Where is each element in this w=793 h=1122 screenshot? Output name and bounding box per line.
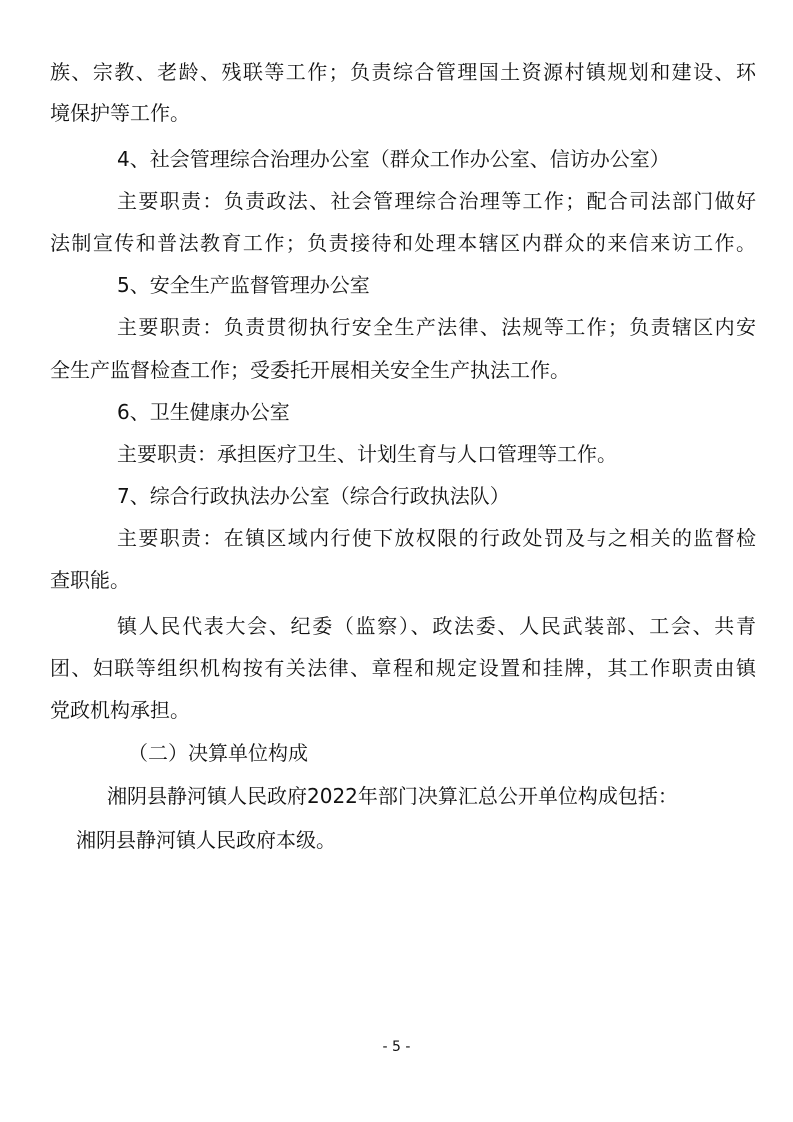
para1-line2: 境保护等工作。 xyxy=(50,101,190,125)
section5-duty-line1: 主要职责：负责贯彻执行安全生产法律、法规等工作；负责辖区内安 xyxy=(117,315,756,339)
section6-heading: 6、卫生健康办公室 xyxy=(117,400,290,424)
section4-heading: 4、社会管理综合治理办公室（群众工作办公室、信访办公室） xyxy=(117,147,670,171)
section4-duty-line2: 法制宣传和普法教育工作；负责接待和处理本辖区内群众的来信来访工作。 xyxy=(50,231,756,255)
section5-heading: 5、安全生产监督管理办公室 xyxy=(117,273,370,297)
orgs-line1: 镇人民代表大会、纪委（监察）、政法委、人民武装部、工会、共青 xyxy=(117,614,756,638)
orgs-line2: 团、妇联等组织机构按有关法律、章程和规定设置和挂牌，其工作职责由镇 xyxy=(50,656,756,680)
section-b-line2: 湘阴县静河镇人民政府本级。 xyxy=(76,828,336,852)
section7-heading: 7、综合行政执法办公室（综合行政执法队） xyxy=(117,484,510,508)
section4-duty-line1: 主要职责：负责政法、社会管理综合治理等工作；配合司法部门做好 xyxy=(117,189,756,213)
page-number: - 5 - xyxy=(382,1039,411,1055)
para1-line1: 族、宗教、老龄、残联等工作；负责综合管理国土资源村镇规划和建设、环 xyxy=(50,60,756,84)
section7-duty-line1: 主要职责：在镇区域内行使下放权限的行政处罚及与之相关的监督检 xyxy=(117,526,756,550)
orgs-line3: 党政机构承担。 xyxy=(50,698,190,722)
section5-duty-line2: 全生产监督检查工作；受委托开展相关安全生产执法工作。 xyxy=(50,358,570,382)
section-b-heading: （二）决算单位构成 xyxy=(128,741,308,765)
section6-duty-line1: 主要职责：承担医疗卫生、计划生育与人口管理等工作。 xyxy=(117,442,617,466)
section7-duty-line2: 查职能。 xyxy=(50,568,130,592)
section-b-line1: 湘阴县静河镇人民政府2022年部门决算汇总公开单位构成包括： xyxy=(107,784,678,808)
